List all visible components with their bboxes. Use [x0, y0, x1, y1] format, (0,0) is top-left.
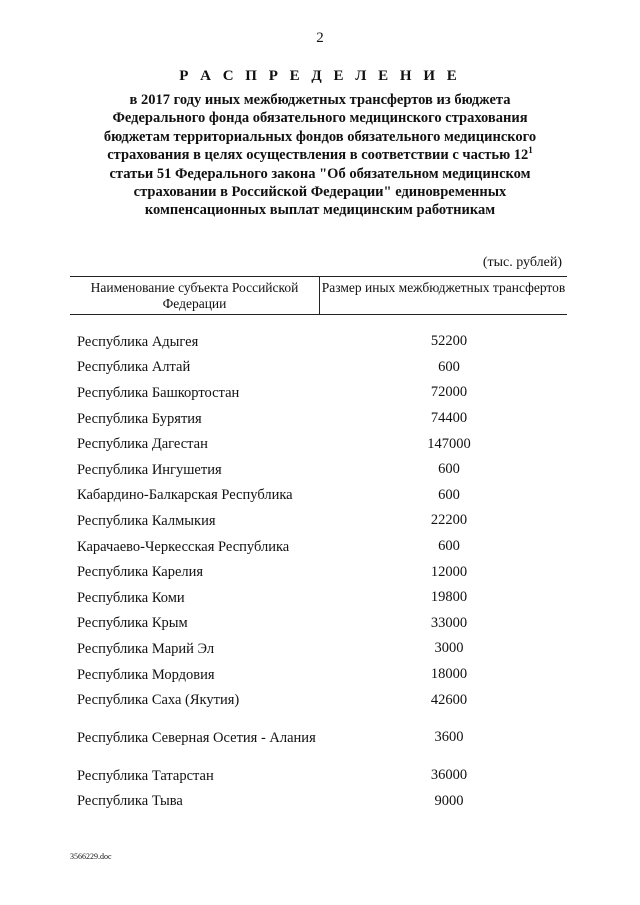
subject-name: Республика Марий Эл [77, 640, 215, 657]
table-header [70, 277, 567, 315]
table-row [70, 508, 567, 534]
subject-name: Республика Крым [77, 615, 188, 632]
table-row [70, 713, 567, 763]
transfer-amount: 72000 [430, 384, 468, 401]
subtitle-line: статьи 51 Федерального закона "Об обязательном медицинском [109, 165, 531, 182]
page-number: 2 [316, 30, 324, 46]
header-subject-name: Наименование субъекта Российской Федерации [70, 277, 320, 314]
transfer-amount: 19800 [430, 589, 468, 606]
subject-name: Республика Бурятия [77, 410, 202, 427]
distribution-table [70, 276, 567, 814]
subtitle-line: в 2017 году иных межбюджетных трансфертов из бюджета [129, 92, 511, 108]
subject-name: Республика Коми [77, 589, 185, 606]
transfer-amount: 52200 [430, 333, 468, 350]
table-row [70, 431, 567, 457]
subtitle-line-text: страхования в целях осуществления в соответствии с частью 12 [107, 147, 529, 164]
transfer-amount: 18000 [430, 666, 468, 683]
units-label: (тыс. рублей) [482, 255, 562, 270]
table-row [70, 789, 567, 815]
subject-name: Республика Тыва [77, 793, 183, 810]
transfer-amount: 3000 [434, 640, 464, 657]
subject-name: Республика Северная Осетия - Алания [77, 729, 316, 746]
subtitle-superscript: 1 [528, 145, 533, 156]
subject-name: Республика Адыгея [77, 333, 199, 350]
transfer-amount: 12000 [430, 563, 468, 580]
document-file-name: 3566229.doc [70, 852, 112, 861]
subtitle-line: бюджетам территориальных фондов обязательного медицинского [103, 128, 537, 145]
transfer-amount: 600 [438, 486, 460, 503]
subject-name: Республика Татарстан [77, 767, 214, 784]
subject-name: Кабардино-Балкарская Республика [77, 487, 293, 504]
subtitle-line [70, 146, 570, 164]
subject-name: Республика Дагестан [77, 436, 208, 453]
subject-name: Республика Карелия [77, 564, 204, 581]
subject-name: Республика Калмыкия [77, 512, 216, 529]
transfer-amount: 600 [438, 358, 460, 375]
table-row [70, 636, 567, 662]
subtitle-line: страховании в Российской Федерации" единовременных [133, 184, 507, 201]
table-row [70, 457, 567, 483]
subject-name: Республика Ингушетия [77, 461, 222, 478]
table-body [70, 315, 567, 814]
transfer-amount: 600 [438, 538, 460, 555]
table-row [70, 380, 567, 406]
transfer-amount: 22200 [430, 512, 468, 529]
transfer-amount: 33000 [430, 614, 468, 631]
subtitle-line: Федерального фонда обязательного медицинского страхования [112, 110, 528, 127]
document-title: Р А С П Р Е Д Е Л Е Н И Е [179, 68, 461, 84]
transfer-amount: 147000 [427, 435, 471, 452]
subject-name: Республика Мордовия [77, 666, 215, 683]
table-row [70, 406, 567, 432]
table-row [70, 763, 567, 789]
header-transfer-amount: Размер иных межбюджетных трансфертов [321, 280, 566, 295]
table-row [70, 611, 567, 637]
transfer-amount: 3600 [434, 729, 464, 746]
transfer-amount: 42600 [430, 691, 468, 708]
transfer-amount: 36000 [430, 767, 468, 784]
document-subtitle [70, 91, 570, 220]
subtitle-line: компенсационных выплат медицинским работникам [144, 202, 496, 219]
table-row [70, 687, 567, 713]
table-row [70, 534, 567, 560]
table-row [70, 329, 567, 355]
table-row [70, 559, 567, 585]
subject-name: Республика Алтай [77, 359, 191, 376]
subject-name: Карачаево-Черкесская Республика [77, 538, 290, 555]
transfer-amount: 74400 [430, 410, 468, 427]
table-row [70, 662, 567, 688]
table-row [70, 483, 567, 509]
transfer-amount: 9000 [434, 792, 464, 809]
transfer-amount: 600 [438, 461, 460, 478]
table-row [70, 355, 567, 381]
subject-name: Республика Башкортостан [77, 384, 240, 401]
table-row [70, 585, 567, 611]
subject-name: Республика Саха (Якутия) [77, 692, 240, 709]
